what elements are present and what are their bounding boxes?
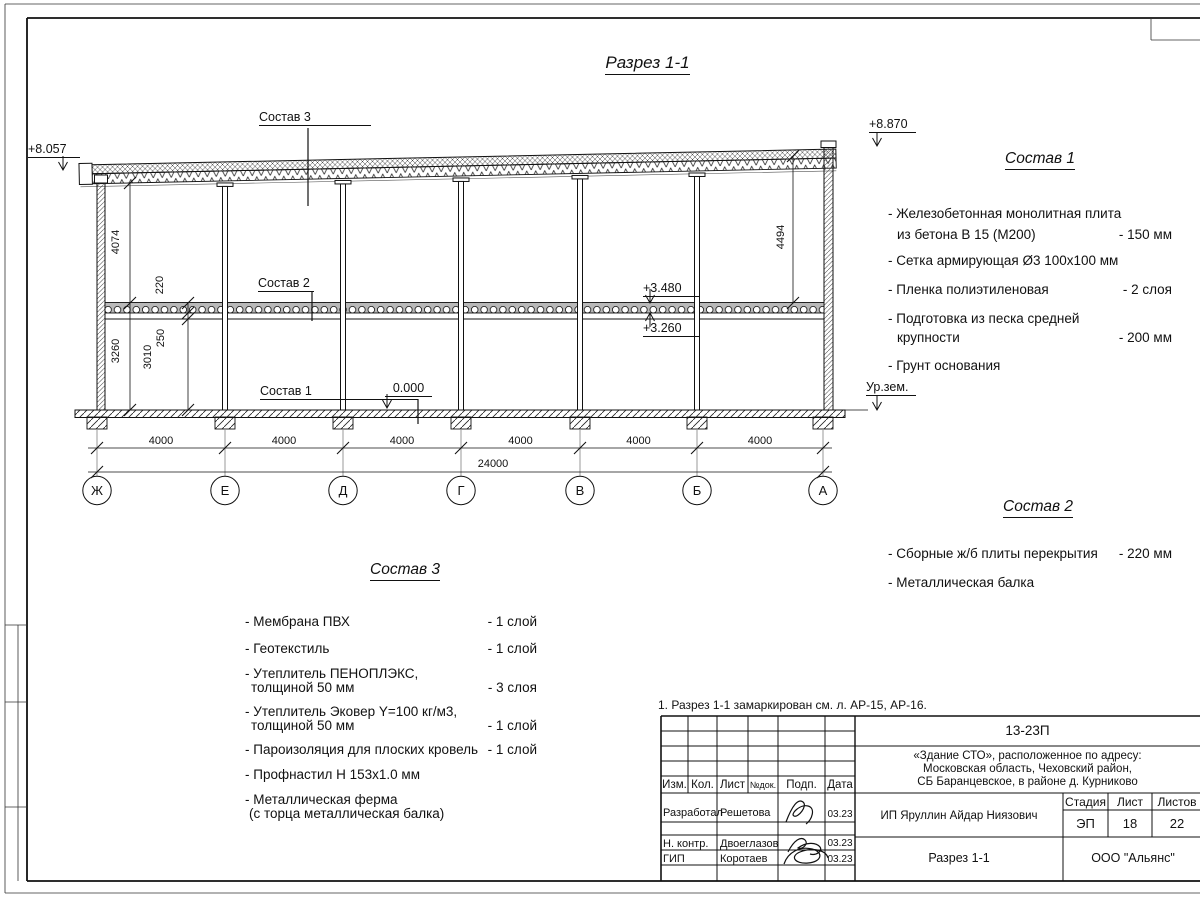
stamp-date: 03.23 <box>827 809 853 820</box>
column <box>341 184 346 410</box>
column <box>459 181 464 410</box>
column-capital <box>572 175 588 179</box>
sheets-value: 22 <box>1169 816 1185 831</box>
list-item: - Профнастил Н 153х1.0 мм <box>245 767 420 782</box>
list-item-value: - 1 слой <box>487 718 537 733</box>
stage-value: ЭП <box>1076 816 1095 831</box>
dim-3010: 3010 <box>142 344 154 370</box>
project-code: 13-23П <box>1005 723 1050 738</box>
stamp-header-podp: Подп. <box>786 779 817 791</box>
stamp-header-date: Дата <box>827 779 853 791</box>
list-item: - Пленка полиэтиленовая <box>888 282 1049 297</box>
signature-reshetova <box>786 801 812 824</box>
signature-korotaev <box>784 848 828 864</box>
elevation-floor-bottom: +3.260 <box>643 321 700 337</box>
dim-250: 250 <box>155 328 167 348</box>
axis-label: Г <box>457 483 465 498</box>
list-item: - Металлическая балка <box>888 575 1035 590</box>
footing <box>333 417 353 429</box>
list-item-value: - 1 слой <box>487 614 537 629</box>
client-name: ИП Яруллин Айдар Ниязович <box>880 810 1038 822</box>
stamp-date: 03.23 <box>827 854 853 865</box>
stage-label: Стадия <box>1065 795 1106 809</box>
sheets-label: Листов <box>1157 795 1197 809</box>
dim-4494: 4494 <box>775 224 787 250</box>
bay-dimension: 4000 <box>508 435 533 447</box>
stamp-name: Решетова <box>720 807 771 819</box>
stamp-role: Разработал <box>663 807 723 819</box>
elevation-arrow-icon <box>873 132 882 146</box>
list-item: - Мембрана ПВХ <box>245 614 350 629</box>
list-item-value: - 1 слой <box>487 742 537 757</box>
leader-sostav2: Состав 2 <box>258 276 314 292</box>
list-item: - Подготовка из песка средней <box>888 311 1080 326</box>
column-capital <box>335 180 351 184</box>
elevation-zero: 0.000 <box>385 381 432 397</box>
sostav3-heading: Состав 3 <box>370 561 440 581</box>
list-item: - Утеплитель ПЕНОПЛЭКС, <box>245 666 419 681</box>
roof-edge-cap <box>79 163 92 184</box>
list-item: - Металлическая ферма <box>245 792 398 807</box>
sostav2-heading-wrap <box>958 498 1118 516</box>
column <box>578 179 583 410</box>
footing <box>813 417 833 429</box>
axis-label: Б <box>692 483 702 498</box>
list-item-value: - 3 слоя <box>487 680 537 695</box>
dim-4074: 4074 <box>110 229 122 255</box>
project-object-line1: «Здание СТО», расположенное по адресу: <box>913 750 1142 762</box>
list-item-value: - 200 мм <box>1118 330 1172 345</box>
generated-structure <box>59 132 882 505</box>
list-item-value: - 2 слоя <box>1122 282 1172 297</box>
elevation-floor-top: +3.480 <box>643 281 700 297</box>
sheet-note: 1. Разрез 1-1 замаркирован см. л. АР-15, АР-16. <box>658 698 927 712</box>
sostav3-heading-wrap <box>325 561 485 579</box>
list-item: - Пароизоляция для плоских кровель <box>245 742 479 757</box>
bay-dimension: 4000 <box>747 435 773 447</box>
axis-label: А <box>818 483 828 498</box>
ground-level-label: Ур.зем. <box>866 380 916 396</box>
axis-label: Д <box>338 483 348 498</box>
list-item: - Грунт основания <box>888 358 1001 373</box>
bay-dimension: 4000 <box>148 435 174 447</box>
stamp-header-ndok: №док. <box>749 780 777 790</box>
left-wall <box>95 175 108 410</box>
company-name: ООО "Альянс" <box>1091 851 1175 865</box>
stamp-header-list: Лист <box>720 779 745 791</box>
list-item-value: - 1 слой <box>487 641 537 656</box>
list-item: крупности <box>897 330 960 345</box>
list-item: - Железобетонная монолитная плита <box>888 206 1122 221</box>
elevation-roof-left: +8.057 <box>28 142 80 158</box>
project-object-line3: СБ Баранцевское, в районе д. Курниково <box>917 776 1138 788</box>
dim-220: 220 <box>154 275 166 295</box>
vertical-dimension-labels <box>110 225 787 470</box>
signatures <box>784 801 828 864</box>
dim-3260: 3260 <box>110 338 122 364</box>
column-capital <box>217 183 233 187</box>
list-item: - Утеплитель Эковер Y=100 кг/м3, <box>245 704 458 719</box>
bay-dimension: 4000 <box>271 435 297 447</box>
list-item: (с торца металлическая балка) <box>249 806 445 821</box>
list-item: толщиной 50 мм <box>251 680 355 695</box>
column <box>223 186 228 410</box>
floor-slab <box>105 303 824 320</box>
footing <box>687 417 707 429</box>
leader-sostav3: Состав 3 <box>259 110 371 126</box>
bay-dimension: 4000 <box>626 435 651 447</box>
elevation-roof-right: +8.870 <box>869 117 916 133</box>
elevation-arrow-icon <box>59 156 68 170</box>
stamp-name: Коротаев <box>720 853 768 865</box>
sheet-value: 18 <box>1122 816 1138 831</box>
ground-slab <box>75 410 868 418</box>
stamp-sheet-name: Разрез 1-1 <box>928 851 990 865</box>
elevation-arrow-icon <box>873 396 882 410</box>
column-capital <box>689 173 705 177</box>
leader-sostav1: Состав 1 <box>260 384 418 400</box>
stamp-header-izm: Изм. <box>662 779 687 791</box>
list-item: из бетона В 15 (М200) <box>897 227 1036 242</box>
list-item-value: - 150 мм <box>1118 227 1172 242</box>
list-item: - Геотекстиль <box>245 641 330 656</box>
sheet-label: Лист <box>1116 795 1144 809</box>
bay-dimension: 4000 <box>389 435 415 447</box>
list-item: - Сборные ж/б плиты перекрытия <box>888 546 1098 561</box>
column-capital <box>453 178 469 182</box>
sostav1-heading: Состав 1 <box>1005 150 1075 170</box>
stamp-role: ГИП <box>663 853 685 865</box>
stamp-name: Двоеглазов <box>720 838 779 850</box>
project-object-line2: Московская область, Чеховский район, <box>923 763 1132 775</box>
stamp-header-kol: Кол. <box>691 779 714 791</box>
drawing-title: Разрез 1-1 <box>605 53 689 75</box>
footing <box>87 417 107 429</box>
footing <box>215 417 235 429</box>
sostav1-heading-wrap <box>960 150 1120 168</box>
axis-label: В <box>575 483 585 498</box>
stamp-role: Н. контр. <box>663 838 709 850</box>
footing <box>451 417 471 429</box>
list-item: - Сетка армирующая Ø3 100х100 мм <box>888 253 1119 268</box>
axis-label: Е <box>220 483 230 498</box>
right-wall <box>821 141 836 410</box>
dim-24000: 24000 <box>477 458 509 470</box>
stamp-date: 03.23 <box>827 838 853 849</box>
footing <box>570 417 590 429</box>
sostav2-heading: Состав 2 <box>1003 498 1073 518</box>
drawing-title-wrap <box>560 53 735 73</box>
list-item-value: - 220 мм <box>1118 546 1172 561</box>
list-item: толщиной 50 мм <box>251 718 355 733</box>
axis-label: Ж <box>90 483 104 498</box>
